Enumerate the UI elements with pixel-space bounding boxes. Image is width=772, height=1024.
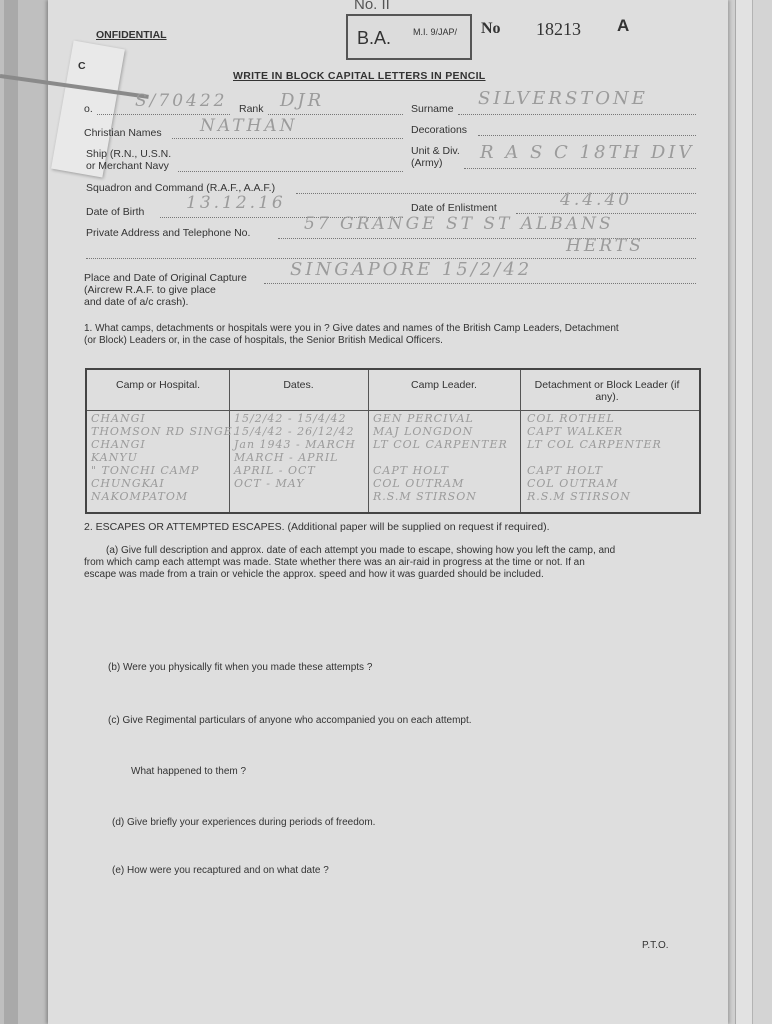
pto-label: P.T.O. [642,940,669,951]
table-cell: R.S.M STIRSON [373,490,477,503]
table-cell: " TONCHI CAMP [91,464,200,477]
table-cell: CAPT HOLT [527,464,603,477]
header-block-leader: Detachment or Block Leader (if any). [534,379,680,403]
column-camp-leader [373,412,508,503]
ship-label-2: or Merchant Navy [86,160,169,172]
surname-line [458,114,696,115]
enlistment-label: Date of Enlistment [411,202,497,214]
question-2-title: 2. ESCAPES OR ATTEMPTED ESCAPES. (Additional paper will be supplied on request if required). [84,521,550,533]
question-2c: (c) Give Regimental particulars of anyone who accompanied you on each attempt. [108,715,472,726]
table-divider [520,370,521,512]
form-number: 18213 [536,19,581,39]
table-cell: CAPT WALKER [527,425,624,438]
table-cell: COL OUTRAM [373,477,465,490]
header-camp: Camp or Hospital. [115,379,201,391]
form-letter: A [617,16,630,35]
surname-label: Surname [411,103,454,115]
question-2e: (e) How were you recaptured and on what date ? [112,865,329,876]
camps-table [85,368,701,514]
capture-label-3: and date of a/c crash). [84,296,189,308]
form-code: M.I. 9/JAP/ [413,27,458,37]
table-cell: OCT - MAY [234,477,305,490]
stamp-text: B.A. [357,28,392,48]
decorations-line [478,135,696,136]
enlistment-value: 4.4.40 [560,190,633,210]
table-cell: CAPT HOLT [373,464,449,477]
address-value-1: 57 GRANGE ST ST ALBANS [304,214,614,234]
table-cell: COL OUTRAM [527,477,619,490]
question-1-text-1: 1. What camps, detachments or hospitals were you in ? Give dates and names of the British Camp Leaders, Detachment [84,323,619,334]
question-2d: (d) Give briefly your experiences during periods of freedom. [112,817,376,828]
table-cell: 15/2/42 - 15/4/42 [234,412,347,425]
number-line [97,114,230,115]
table-cell: COL ROTHEL [527,412,615,425]
christian-names-value: NATHAN [200,116,298,136]
stamp-top: No. II [354,0,390,13]
unit-label-2: (Army) [411,157,443,169]
number-label-field: o. [84,103,93,115]
table-divider [368,370,369,512]
table-cell: R.S.M STIRSON [527,490,631,503]
squadron-line [296,193,696,194]
number-value: S/70422 [135,91,228,111]
table-cell: NAKOMPATOM [91,490,189,503]
table-cell: APRIL - OCT [234,464,316,477]
table-cell: LT COL CARPENTER [527,438,662,451]
christian-names-label: Christian Names [84,127,162,139]
question-2b: (b) Were you physically fit when you made these attempts ? [108,662,373,673]
squadron-label: Squadron and Command (R.A.F., A.A.F.) [86,182,276,194]
column-block-leader [527,412,662,503]
ship-line [178,171,403,172]
table-cell: CHANGI [91,412,146,425]
page-stack-edge-outer [752,0,772,1024]
tag-letter: C [78,60,86,72]
unit-label-1: Unit & Div. [411,145,460,157]
table-cell: KANYU [91,451,138,464]
table-cell: CHANGI [91,438,146,451]
table-cell: CHUNGKAI [91,477,165,490]
question-1-text-2: (or Block) Leaders or, in the case of hospitals, the Senior British Medical Officers. [84,335,443,346]
dob-label: Date of Birth [86,206,145,218]
binder-edge [4,0,18,1024]
dob-value: 13.12.16 [186,193,286,213]
block-capitals-instruction: WRITE IN BLOCK CAPITAL LETTERS IN PENCIL [233,70,486,82]
table-cell: LT COL CARPENTER [373,438,508,451]
table-cell: Jan 1943 - MARCH [234,438,356,451]
table-cell: GEN PERCIVAL [373,412,474,425]
table-cell: MARCH - APRIL [234,451,339,464]
rank-value: DJR [280,90,325,111]
rank-line [268,114,403,115]
number-label: No [481,20,501,37]
question-2a-line-1: (a) Give full description and approx. date of each attempt you made to escape, showing how you left the camp, and [106,545,616,556]
address-label: Private Address and Telephone No. [86,227,251,239]
confidential-label: ONFIDENTIAL [96,29,167,41]
header-dates: Dates. [283,379,314,391]
column-dates [234,412,356,490]
column-camp [91,412,237,503]
capture-label-1: Place and Date of Original Capture [84,272,247,284]
unit-value: R A S C 18TH DIV [480,142,695,163]
table-cell [373,451,508,464]
decorations-label: Decorations [411,124,468,136]
question-2a-line-2: from which camp each attempt was made. State whether there was an air-raid in progress at the time or not. If an [84,557,585,568]
capture-label-2: (Aircrew R.A.F. to give place [84,284,216,296]
unit-line [464,168,696,169]
question-2c-follow-up: What happened to them ? [131,766,247,777]
capture-line [264,283,696,284]
table-cell: 15/4/42 - 26/12/42 [234,425,355,438]
table-cell: THOMSON RD SINGE. [91,425,238,438]
christian-names-line [172,138,403,139]
address-value-2: HERTS [566,236,644,256]
table-header-divider [87,410,699,411]
table-cell: MAJ LONGDON [373,425,474,438]
table-cell [527,451,662,464]
surname-value: SILVERSTONE [478,88,648,109]
header-camp-leader: Camp Leader. [411,379,477,391]
ship-label-1: Ship (R.N., U.S.N. [86,148,172,160]
capture-value: SINGAPORE 15/2/42 [290,259,533,280]
question-2a-line-3: escape was made from a train or vehicle the approx. speed and how it was guarded should be included. [84,569,544,580]
rank-label: Rank [239,103,264,115]
